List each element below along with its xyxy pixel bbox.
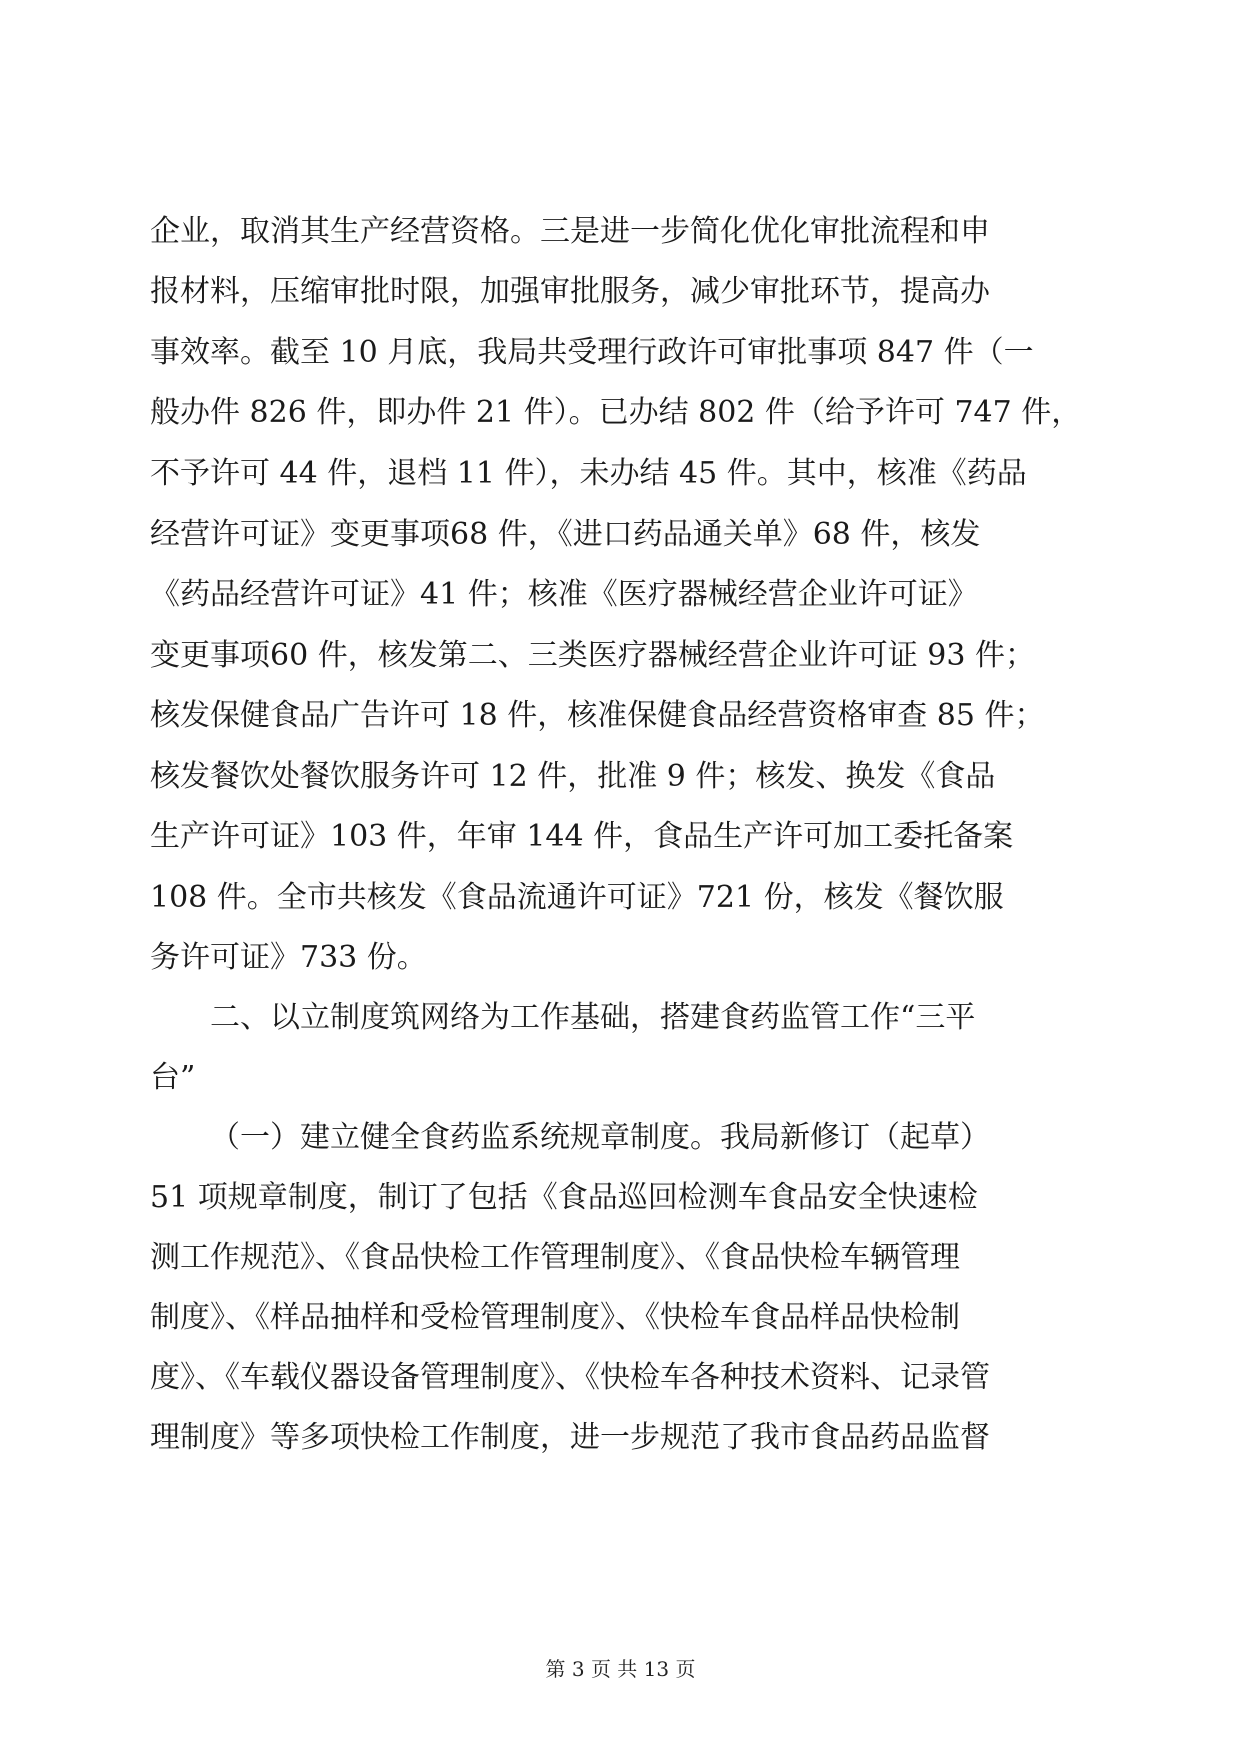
- body-line: 测工作规范》、《食品快检工作管理制度》、《食品快检车辆管理: [150, 1240, 960, 1275]
- body-line: 经营许可证》变更事项68 件，《进口药品通关单》68 件，核发: [150, 517, 981, 552]
- body-line: 51 项规章制度，制订了包括《食品巡回检测车食品安全快速检: [150, 1180, 978, 1215]
- body-line: 108 件。全市共核发《食品流通许可证》721 份，核发《餐饮服: [150, 880, 1004, 915]
- body-line: 核发保健食品广告许可 18 件，核准保健食品经营资格审查 85 件；: [150, 698, 1045, 733]
- section-heading-line: 台”: [150, 1060, 196, 1095]
- section-heading-line: 二、以立制度筑网络为工作基础，搭建食药监管工作“三平: [210, 1000, 976, 1035]
- body-line: 《药品经营许可证》41 件；核准《医疗器械经营企业许可证》: [150, 577, 978, 612]
- body-line: 不予许可 44 件，退档 11 件），未办结 45 件。其中，核准《药品: [150, 456, 1027, 491]
- body-line: 务许可证》733 份。: [150, 940, 427, 975]
- body-line: 变更事项60 件，核发第二、三类医疗器械经营企业许可证 93 件；: [150, 638, 1035, 673]
- body-line: 度》、《车载仪器设备管理制度》、《快检车各种技术资料、记录管: [150, 1360, 990, 1395]
- body-line: 报材料，压缩审批时限，加强审批服务，减少审批环节，提高办: [150, 274, 990, 309]
- page-number-footer: 第 3 页 共 13 页: [545, 1657, 696, 1681]
- body-line: 事效率。截至 10 月底，我局共受理行政许可审批事项 847 件（一: [150, 335, 1034, 370]
- subsection-heading-line: （一）建立健全食药监系统规章制度。我局新修订（起草）: [210, 1120, 990, 1155]
- body-line: 生产许可证》103 件，年审 144 件，食品生产许可加工委托备案: [150, 819, 1014, 854]
- body-line: 核发餐饮处餐饮服务许可 12 件，批准 9 件；核发、换发《食品: [150, 759, 996, 794]
- body-line: 般办件 826 件，即办件 21 件）。已办结 802 件（给予许可 747 件，: [150, 395, 1082, 430]
- body-line: 理制度》等多项快检工作制度，进一步规范了我市食品药品监督: [150, 1420, 990, 1455]
- body-line: 企业，取消其生产经营资格。三是进一步简化优化审批流程和申: [150, 214, 990, 249]
- body-line: 制度》、《样品抽样和受检管理制度》、《快检车食品样品快检制: [150, 1300, 960, 1335]
